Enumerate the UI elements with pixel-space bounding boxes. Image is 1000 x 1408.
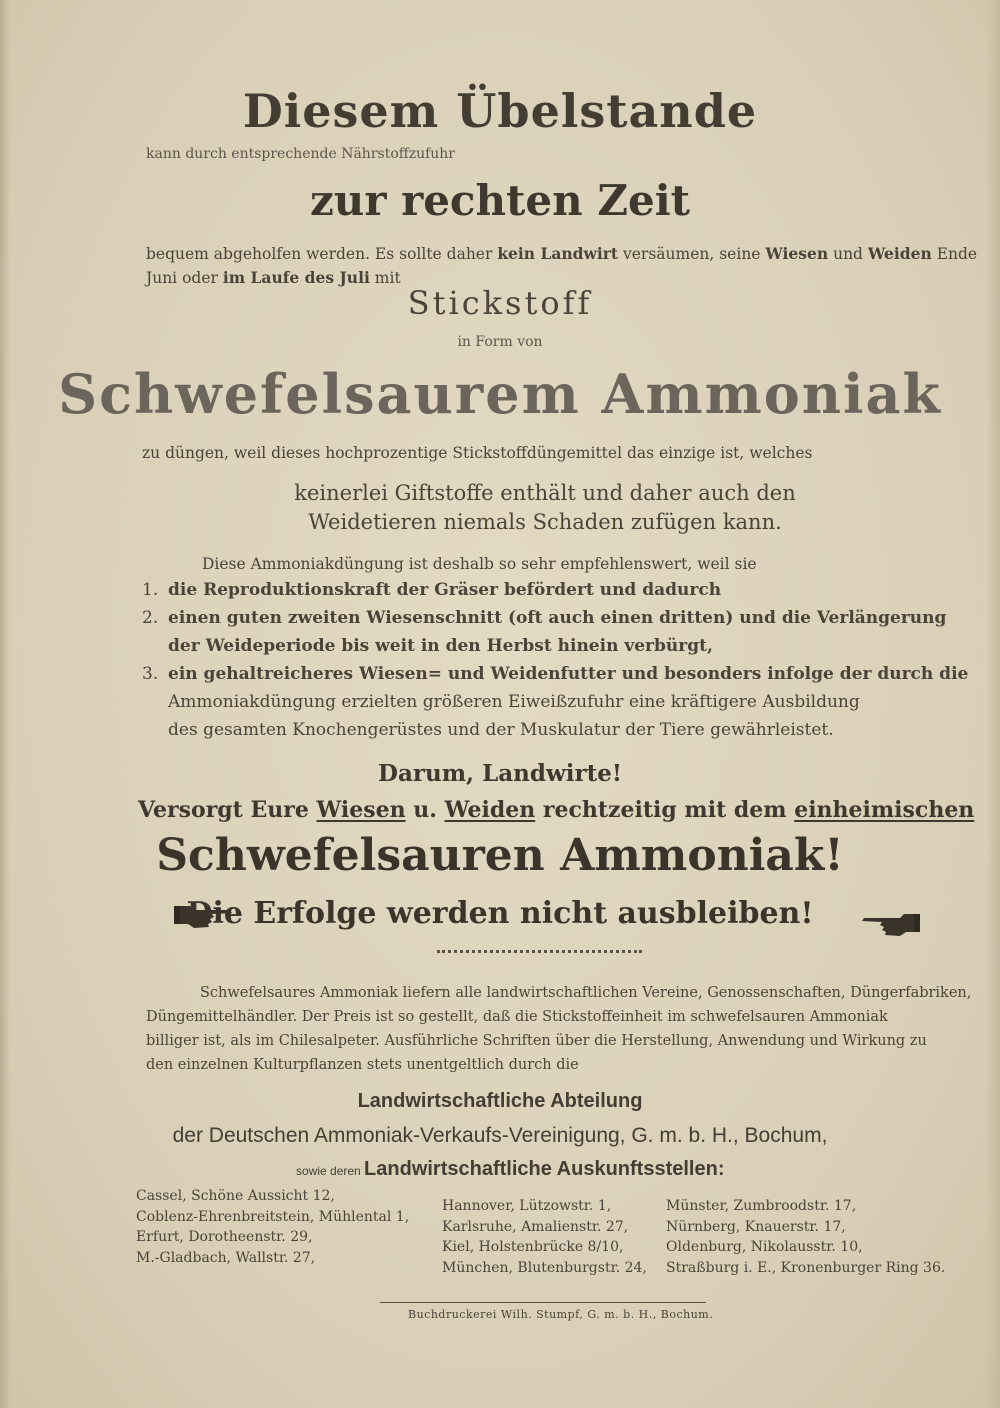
sentence-text: Juni oder — [146, 269, 223, 287]
sentence-text: Ende — [931, 245, 978, 263]
emphasis-kein-landwirt: kein Landwirt — [497, 244, 619, 263]
line-keinerlei-2: Weidetieren niemals Schaden zufügen kann. — [308, 510, 782, 534]
sentence-text: bequem abgeholfen werden. Es sollte daher — [146, 245, 498, 263]
line-diese: Diese Ammoniakdüngung ist deshalb so sehr empfehlenswert, weil sie — [202, 555, 757, 573]
line-in-form: in Form von — [457, 334, 543, 350]
list-number-1: 1. — [142, 580, 159, 600]
printer-imprint: Buchdruckerei Wilh. Stumpf, G. m. b. H., Bochum. — [408, 1308, 714, 1321]
address-item: Karlsruhe, Amalienstr. 27, — [442, 1218, 629, 1235]
address-item: Hannover, Lützowstr. 1, — [442, 1198, 612, 1214]
address-item: Coblenz-Ehrenbreitstein, Mühlental 1, — [136, 1208, 410, 1225]
emphasis-wiesen: Wiesen — [765, 244, 829, 263]
heading-schwefelsaurem-ammoniak: Schwefelsaurem Ammoniak — [58, 362, 942, 426]
sentence-text: versäumen, seine — [618, 245, 766, 263]
heading-stickstoff: Stickstoff — [407, 284, 593, 322]
pointing-hand-left-icon — [860, 908, 922, 940]
address-item: Kiel, Holstenbrücke 8/10, — [442, 1239, 624, 1255]
paragraph-line-1: Schwefelsaures Ammoniak liefern alle landwirtschaftlichen Vereine, Genossenschaften, Düngerfabriken, — [200, 985, 972, 1001]
line-kann: kann durch entsprechende Nährstoffzufuhr — [146, 146, 455, 162]
versorgt-wiesen: Wiesen — [316, 797, 406, 823]
address-item: Straßburg i. E., Kronenburger Ring 36. — [666, 1259, 946, 1276]
paragraph-line-2: Düngemittelhändler. Der Preis ist so gestellt, daß die Stickstoffeinheit im schwefelsauren Ammoniak — [146, 1009, 888, 1025]
address-item: Nürnberg, Knauerstr. 17, — [666, 1218, 846, 1235]
sentence-text: und — [828, 245, 868, 263]
emphasis-weiden: Weiden — [867, 244, 932, 263]
line-keinerlei-1: keinerlei Giftstoffe enthält und daher auch den — [294, 481, 796, 505]
list-number-3: 3. — [142, 664, 159, 684]
list-number-2: 2. — [142, 608, 159, 628]
heading-schwefelsauren-ammoniak: Schwefelsauren Ammoniak! — [156, 830, 844, 881]
paragraph-line-3: billiger ist, als im Chilesalpeter. Ausführliche Schriften über die Herstellung, Anwendung und Wirkung zu — [146, 1033, 927, 1049]
address-column-3 — [666, 1196, 945, 1278]
headline: Diesem Übelstande — [242, 84, 758, 138]
address-item: Erfurt, Dorotheenstr. 29, — [136, 1229, 313, 1245]
sowie-main: Landwirtschaftliche Auskunftsstellen: — [364, 1158, 725, 1180]
address-item: Oldenburg, Nikolausstr. 10, — [666, 1239, 863, 1255]
list-item-2a: einen guten zweiten Wiesenschnitt (oft auch einen dritten) und die Verlängerung — [168, 608, 947, 628]
line-versorgt — [138, 797, 974, 823]
sentence-text: mit — [369, 269, 401, 287]
sowie-prefix: sowie deren — [296, 1164, 365, 1178]
emphasis-im-laufe: im Laufe des Juli — [222, 268, 370, 287]
address-column-1 — [136, 1186, 409, 1268]
line-auskunftsstellen — [296, 1158, 724, 1181]
address-item: Münster, Zumbroodstr. 17, — [666, 1198, 857, 1214]
heading-landwirtschaftliche-abteilung: Landwirtschaftliche Abteilung — [357, 1090, 643, 1112]
line-erfolge: Die Erfolge werden nicht ausbleiben! — [186, 896, 814, 931]
list-item-3c: des gesamten Knochengerüstes und der Muskulatur der Tiere gewährleistet. — [168, 720, 834, 740]
heading-rechte-zeit: zur rechten Zeit — [309, 176, 691, 225]
list-item-2b: der Weideperiode bis weit in den Herbst hinein verbürgt, — [168, 636, 713, 656]
list-item-3a: ein gehaltreicheres Wiesen= und Weidenfutter und besonders infolge der durch die — [168, 664, 969, 684]
address-item: Cassel, Schöne Aussicht 12, — [136, 1188, 335, 1204]
paragraph-line-4: den einzelnen Kulturpflanzen stets unentgeltlich durch die — [146, 1057, 579, 1073]
heading-darum-landwirte: Darum, Landwirte! — [378, 760, 622, 787]
versorgt-weiden: Weiden — [444, 797, 536, 823]
line-duengen: zu düngen, weil dieses hochprozentige Stickstoffdüngemittel das einzige ist, welches — [142, 444, 813, 462]
list-item-3b: Ammoniakdüngung erzielten größeren Eiweißzufuhr eine kräftigere Ausbildung — [168, 692, 860, 712]
address-column-2 — [442, 1196, 647, 1278]
address-item: M.-Gladbach, Wallstr. 27, — [136, 1249, 316, 1266]
printer-rule — [380, 1302, 706, 1303]
versorgt-einheimischen: einheimischen — [794, 797, 975, 823]
versorgt-text: u. — [405, 797, 445, 823]
sentence-line-1 — [146, 244, 977, 263]
list-item-1: die Reproduktionskraft der Gräser befördert und dadurch — [168, 580, 722, 600]
versorgt-text: rechtzeitig mit dem — [535, 797, 795, 823]
line-vereinigung: der Deutschen Ammoniak-Verkaufs-Vereinigung, G. m. b. H., Bochum, — [172, 1124, 828, 1147]
versorgt-text: Versorgt Eure — [138, 797, 317, 823]
dotted-divider — [437, 950, 642, 953]
address-item: München, Blutenburgstr. 24, — [442, 1259, 647, 1276]
